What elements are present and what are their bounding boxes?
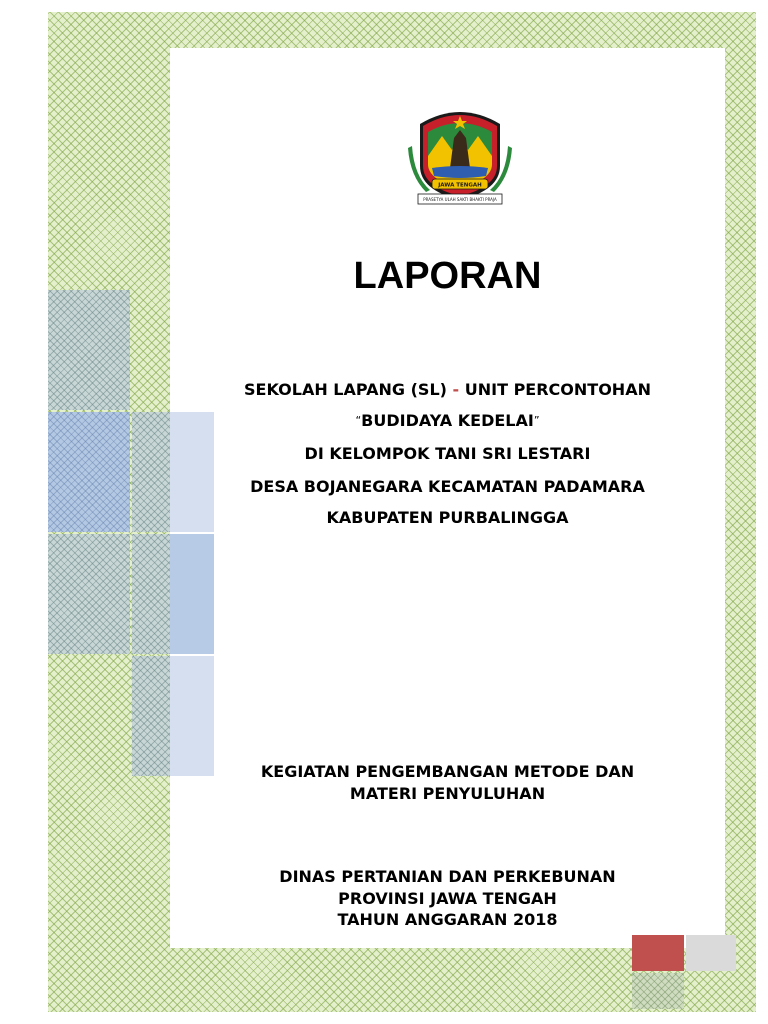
subtitle-line-2	[170, 411, 725, 431]
subtitle-regency: KABUPATEN PURBALINGGA	[326, 508, 569, 527]
decor-tile-red	[632, 935, 684, 971]
decor-tile	[132, 412, 170, 532]
emblem-banner-text: JAWA TENGAH	[438, 182, 482, 189]
decor-tile	[686, 935, 736, 971]
activity-line-1: KEGIATAN PENGEMBANGAN METODE DAN	[260, 762, 635, 781]
emblem-motto-text: PRASETYA ULAH SAKTI BHAKTI PRAJA	[423, 197, 497, 202]
subtitle-village: DESA BOJANEGARA KECAMATAN PADAMARA	[250, 477, 645, 496]
subtitle-group: DI KELOMPOK TANI SRI LESTARI	[304, 444, 591, 463]
activity-line-2: MATERI PENYULUHAN	[349, 784, 546, 803]
subtitle-unit: UNIT PERCONTOHAN	[464, 380, 651, 399]
decor-tile	[48, 412, 130, 532]
agency-year: TAHUN ANGGARAN 2018	[337, 910, 558, 929]
subtitle-program: SEKOLAH LAPANG (SL)	[244, 380, 447, 399]
agency-line-1: DINAS PERTANIAN DAN PERKEBUNAN	[279, 867, 616, 886]
agency-line-2: PROVINSI JAWA TENGAH	[338, 889, 557, 908]
decor-tile	[132, 534, 170, 654]
subtitle-line-1	[170, 380, 725, 400]
decor-tile	[48, 534, 130, 654]
decor-tile	[170, 656, 214, 776]
subtitle-dash: -	[452, 380, 460, 399]
close-quote: ”	[533, 414, 540, 427]
jawa-tengah-emblem-icon	[408, 106, 512, 210]
subtitle-crop: BUDIDAYA KEDELAI	[361, 411, 534, 430]
open-quote: “	[355, 414, 362, 427]
decor-tile	[170, 534, 214, 654]
decor-tile	[48, 290, 130, 410]
document-title: LAPORAN	[353, 255, 542, 297]
decor-tile	[132, 656, 170, 776]
decor-tile	[632, 973, 684, 1009]
